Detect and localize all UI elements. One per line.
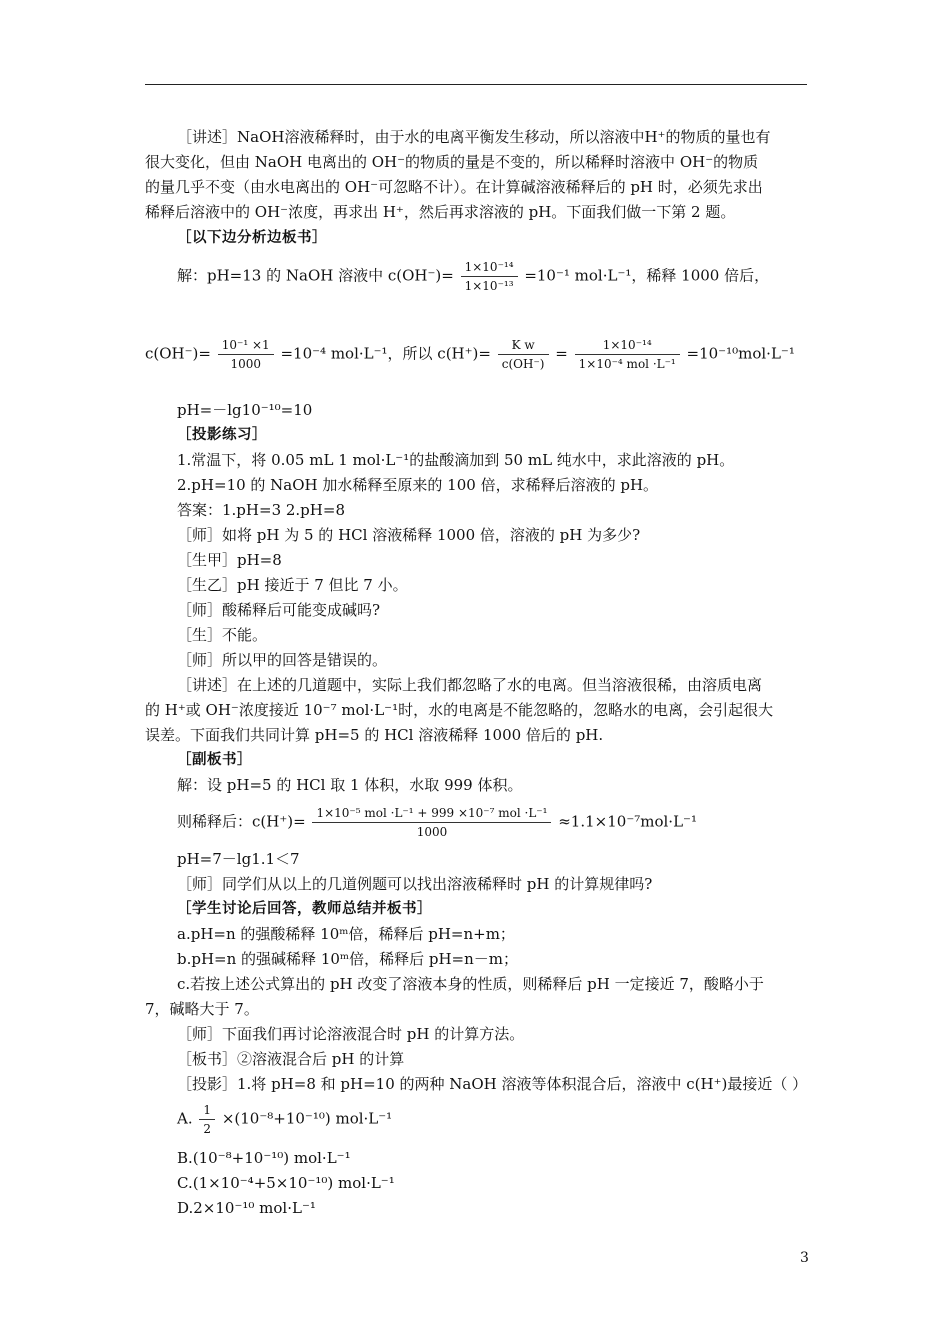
equation-text: ≈1.1×10⁻⁷mol·L⁻¹ — [558, 812, 697, 831]
board-line: ［板书］②溶液混合后 pH 的计算 — [177, 1050, 405, 1068]
dialogue-line: ［师］下面我们再讨论溶液混合时 pH 的计算方法。 — [177, 1025, 525, 1043]
fraction-numerator: 1 — [199, 1103, 215, 1120]
rule-item: b.pH=n 的强碱稀释 10ᵐ倍，稀释后 pH=n－m； — [177, 950, 519, 968]
equation-line: pH=－lg10⁻¹⁰=10 — [177, 401, 313, 419]
fraction-denominator: 1000 — [230, 357, 261, 371]
exercise-item: 1.常温下，将 0.05 mL 1 mol·L⁻¹的盐酸滴加到 50 mL 纯水中，求此溶液的 pH。 — [177, 451, 735, 469]
dialogue-line: ［师］所以甲的回答是错误的。 — [177, 651, 388, 669]
equation-line — [177, 260, 769, 293]
equation-text: 解：pH=13 的 NaOH 溶液中 c(OH⁻)= — [177, 266, 454, 285]
rule-item: 7，碱略大于 7。 — [145, 1000, 259, 1018]
equals-sign: = — [555, 344, 568, 363]
paragraph-line: 误差。下面我们共同计算 pH=5 的 HCl 溶液稀释 1000 倍后的 pH. — [145, 726, 604, 744]
dialogue-line: ［师］如将 pH 为 5 的 HCl 溶液稀释 1000 倍，溶液的 pH 为多少? — [177, 526, 641, 544]
section-heading: ［学生讨论后回答，教师总结并板书］ — [177, 901, 432, 917]
equation-text: 则稀释后：c(H⁺)= — [177, 812, 306, 831]
fraction-numerator: 1×10⁻⁵ mol ·L⁻¹ + 999 ×10⁻⁷ mol ·L⁻¹ — [312, 806, 551, 823]
fraction — [498, 338, 549, 371]
rule-item: c.若按上述公式算出的 pH 改变了溶液本身的性质，则稀释后 pH 一定接近 7，酸略小于 — [177, 975, 764, 993]
fraction-denominator: c(OH⁻) — [501, 357, 545, 371]
choice-c: C.(1×10⁻⁴+5×10⁻¹⁰) mol·L⁻¹ — [177, 1174, 395, 1192]
fraction-numerator: 1×10⁻¹⁴ — [461, 260, 518, 277]
choice-text: ×(10⁻⁸+10⁻¹⁰) mol·L⁻¹ — [221, 1109, 393, 1128]
fraction-numerator: K w — [498, 338, 549, 355]
choice-label: A. — [177, 1109, 193, 1128]
exercise-item: 2.pH=10 的 NaOH 加水稀释至原来的 100 倍，求稀释后溶液的 pH。 — [177, 476, 659, 494]
paragraph-line: 的 H⁺或 OH⁻浓度接近 10⁻⁷ mol·L⁻¹时，水的电离是不能忽略的，忽略水的电离，会引起很大 — [145, 701, 774, 719]
answer-line: 答案：1.pH=3 2.pH=8 — [177, 501, 345, 519]
equation-text: c(OH⁻)= — [145, 344, 211, 363]
equation-line — [145, 338, 795, 371]
dialogue-line: ［师］同学们从以上的几道例题可以找出溶液稀释时 pH 的计算规律吗? — [177, 875, 653, 893]
paragraph-line: 很大变化，但由 NaOH 电离出的 OH⁻的物质的量是不变的，所以稀释时溶液中 OH⁻的物质 — [145, 153, 759, 171]
fraction-denominator: 2 — [203, 1122, 212, 1136]
fraction-denominator: 1×10⁻¹³ — [464, 279, 514, 293]
fraction-denominator: 1×10⁻⁴ mol ·L⁻¹ — [578, 357, 676, 371]
equation-line: pH=7－lg1.1＜7 — [177, 850, 300, 868]
fraction-numerator: 1×10⁻¹⁴ — [575, 338, 680, 355]
fraction — [461, 260, 518, 293]
paragraph-line: 的量几乎不变（由水电离出的 OH⁻可忽略不计）。在计算碱溶液稀释后的 pH 时，必须先求出 — [145, 178, 763, 196]
dialogue-line: ［生甲］pH=8 — [177, 551, 282, 569]
paragraph-line: 稀释后溶液中的 OH⁻浓度，再求出 H⁺，然后再求溶液的 pH。下面我们做一下第 2 题。 — [145, 203, 736, 221]
section-heading: ［以下边分析边板书］ — [177, 230, 327, 246]
equation-text: =10⁻⁴ mol·L⁻¹，所以 c(H⁺)= — [280, 344, 491, 363]
solution-line: 解：设 pH=5 的 HCl 取 1 体积，水取 999 体积。 — [177, 776, 523, 794]
dialogue-line: ［生］不能。 — [177, 626, 268, 644]
fraction — [575, 338, 680, 371]
header-rule — [145, 84, 807, 85]
equation-line — [177, 806, 697, 839]
page-number: 3 — [800, 1250, 809, 1266]
fraction — [218, 338, 274, 371]
choice-d: D.2×10⁻¹⁰ mol·L⁻¹ — [177, 1199, 316, 1217]
equation-text: =10⁻¹⁰mol·L⁻¹ — [686, 344, 795, 363]
rule-item: a.pH=n 的强酸稀释 10ᵐ倍，稀释后 pH=n+m； — [177, 925, 515, 943]
equation-text: =10⁻¹ mol·L⁻¹，稀释 1000 倍后， — [524, 266, 770, 285]
question-line: ［投影］1.将 pH=8 和 pH=10 的两种 NaOH 溶液等体积混合后，溶液中 c(H⁺)最接近（ ） — [177, 1075, 808, 1093]
dialogue-line: ［师］酸稀释后可能变成碱吗? — [177, 601, 381, 619]
fraction-numerator: 10⁻¹ ×1 — [218, 338, 274, 355]
fraction-denominator: 1000 — [416, 825, 448, 839]
choice-a — [177, 1103, 392, 1136]
fraction — [312, 806, 551, 839]
section-heading: ［副板书］ — [177, 752, 252, 768]
choice-b: B.(10⁻⁸+10⁻¹⁰) mol·L⁻¹ — [177, 1149, 351, 1167]
section-heading: ［投影练习］ — [177, 427, 267, 443]
fraction — [199, 1103, 215, 1136]
paragraph-line: ［讲述］NaOH溶液稀释时，由于水的电离平衡发生移动，所以溶液中H⁺的物质的量也有 — [177, 128, 771, 146]
paragraph-line: ［讲述］在上述的几道题中，实际上我们都忽略了水的电离。但当溶液很稀，由溶质电离 — [177, 676, 763, 694]
dialogue-line: ［生乙］pH 接近于 7 但比 7 小。 — [177, 576, 408, 594]
